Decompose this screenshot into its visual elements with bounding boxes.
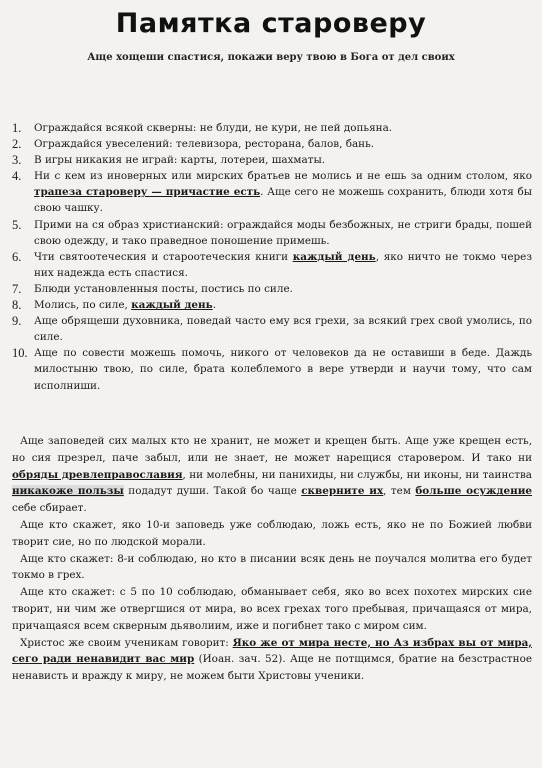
list-item — [12, 152, 532, 168]
item-number: 5. — [12, 217, 22, 232]
emphasis-text: скверните их — [301, 485, 384, 498]
list-item — [12, 313, 532, 345]
item-text — [34, 168, 532, 216]
item-number: 3. — [12, 153, 22, 168]
item-number: 1. — [12, 121, 22, 135]
item-number: 2. — [12, 137, 22, 152]
emphasis-text: больше осуждение — [415, 485, 533, 498]
closing-paragraph — [12, 433, 532, 517]
closing-paragraph: Аще кто скажет, яко 10-и заповедь уже соблюдаю, ложь есть, яко не по Божией любви творит сие, но по людской морали. — [12, 518, 532, 548]
list-item — [12, 136, 532, 152]
item-text: Аще по совести можешь помочь, никого от человеков да не оставиши в беде. Даждь милостыню твою, по силе, брата колеблемого в вере утверди и научи тому, что сам исполниши. — [34, 347, 532, 392]
list-item — [12, 217, 532, 249]
emphasis-text: Яко же от мира несте, но Аз избрах вы от мира, сего ради ненавидит вас мир — [12, 636, 532, 666]
item-text-part: Молись, по силе, — [34, 299, 132, 312]
item-text: Блюди установленныя посты, постись по силе. — [34, 282, 293, 295]
list-item — [12, 249, 532, 281]
item-text-part: Ни с кем из иноверных или мирских братьев не молись и не ешь за одним столом, яко — [34, 170, 532, 183]
paragraph-text: , тем — [383, 485, 416, 498]
paragraph-text: подадут души. Такой бо чаще — [123, 485, 302, 498]
paragraph-text: Христос же своим ученикам говорит: — [20, 636, 233, 649]
item-text — [34, 249, 532, 281]
list-item — [12, 168, 532, 216]
item-number: 4. — [12, 169, 22, 184]
paragraph-text: себе сбирает. — [12, 502, 87, 515]
item-number: 9. — [12, 314, 22, 329]
paragraph-text: (Иоан. зач. 52). Аще не потщимся, братие на безстрастное ненависть и вражду к миру, не можем быти Христовы ученики. — [12, 653, 533, 683]
item-text-part: Чти святоотеческия и староотеческия книги — [34, 250, 293, 263]
page-subtitle: Аще хощеши спастися, покажи веру твою в Бога от дел своих — [87, 52, 455, 63]
list-item — [12, 345, 532, 393]
item-text: Прими на ся образ христианский: ограждайся моды безбожных, не стриги брады, пошей свою одежду, и тако праведное поношение примешь. — [34, 218, 532, 247]
item-text — [34, 297, 532, 313]
item-number: 8. — [12, 298, 22, 313]
emphasis-text: каждый день — [292, 250, 376, 263]
emphasis-text: трапеза староверу — причастие есть — [34, 186, 261, 199]
emphasis-text: обряды древлеправославия — [12, 468, 183, 481]
paragraph-text: Аще заповедей сих малых кто не хранит, не может и крещен быть. Аще уже крещен есть, но сия презрел, паче забыл, или не знает, не может нарещися старовером. И тако ни — [12, 435, 532, 464]
item-text: Ограждайся всякой скверны: не блуди, не кури, не пей допьяна. — [34, 122, 393, 134]
rules-list — [12, 120, 532, 394]
item-text-part: , яко ничто не токмо через них надежда есть спастися. — [34, 250, 532, 279]
page-title: Памятка староверу — [115, 8, 427, 39]
item-text-part: . Аще сего не можешь сохранить, блюди хотя бы свою чашку. — [34, 186, 532, 215]
list-item — [12, 120, 532, 136]
item-text: Аще обрящеши духовника, поведай часто ему вся грехи, за всякий грех свой умолись, по силе. — [34, 315, 532, 344]
item-number: 6. — [12, 249, 22, 264]
paragraph-text: , ни молебны, ни панихиды, ни службы, ни иконы, ни таинства — [182, 468, 532, 481]
closing-paragraph — [12, 635, 532, 685]
list-item — [12, 281, 532, 297]
item-number: 7. — [12, 281, 22, 296]
closing-paragraph: Аще кто скажет: с 5 по 10 соблюдаю, обманывает себя, яко во всех похотех мирских сие творит, ни чим же отвергшися от мира, во всех грехах того пребывая, причащаяся от мира, причащаяся всем скверным дьяволиим, иже и погибнет тако с миром сим. — [12, 586, 532, 632]
item-number: 10. — [12, 346, 28, 361]
item-text: В игры никакия не играй: карты, лотереи, шахматы. — [34, 154, 326, 167]
emphasis-text: никакоже пользы — [12, 485, 124, 498]
item-text-part: . — [212, 299, 216, 312]
closing-paragraph: Аще кто скажет: 8-и соблюдаю, но кто в писании всяк день не поучался молитва его будет токмо в грех. — [12, 552, 532, 582]
item-text: Ограждайся увеселений: телевизора, ресторана, балов, бань. — [34, 138, 375, 151]
list-item — [12, 297, 532, 313]
emphasis-text: каждый день — [131, 299, 213, 312]
closing-text — [12, 433, 532, 685]
